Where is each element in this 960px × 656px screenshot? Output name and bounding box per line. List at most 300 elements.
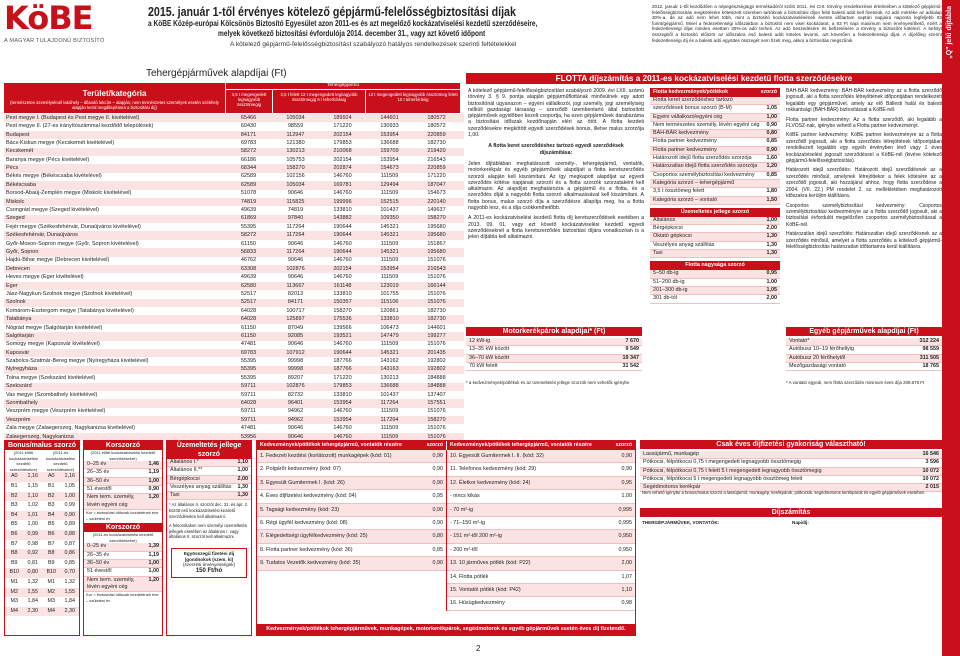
bonus-cell: B9 (10, 559, 18, 566)
rate-cell: 111509 (380, 190, 399, 197)
rate-cell: 193521 (333, 332, 352, 339)
rate-cell: 62589 (240, 173, 257, 180)
discount-value: 1,10 (621, 587, 632, 594)
bonus-cell: 0,92 (27, 550, 38, 557)
territory-name: Szeged (6, 215, 25, 222)
age-t1: (2011 előtti kockázatviselési kezdetű szerződésekre) (90, 450, 156, 461)
rate-cell: 97840 (287, 215, 304, 222)
territory-name: Győr-Moson-Sopron megye (Győr, Sopron kivételével) (6, 240, 139, 247)
rate-cell: 117264 (286, 223, 305, 230)
rate-cell: 117264 (286, 249, 305, 255)
rate-cell: 94962 (287, 416, 304, 423)
list-item (650, 97, 780, 105)
item-label: 70 kW felett (469, 362, 498, 369)
rate-cell: 102876 (286, 265, 305, 272)
territory-name: Budapest (6, 131, 30, 138)
page-header (148, 4, 638, 49)
list-item (84, 577, 162, 593)
rate-cell: 115825 (286, 198, 305, 205)
rate-cell: 146760 (333, 190, 352, 197)
fleet-size-title: Flotta nagysága szorzó (650, 261, 780, 270)
list-item (84, 486, 162, 494)
bonus-cell: M3 (10, 598, 18, 605)
discount-label: 10. Egyesült Gumitermek I. II. (kód: 32) (450, 453, 544, 459)
item-value: 1,00 (148, 559, 159, 566)
item-label: Egyéni vállalkozó/egyéni cég (653, 113, 723, 120)
discount-row (257, 530, 446, 543)
rate-cell: 190644 (333, 223, 352, 230)
bonus-cell: M3 (47, 598, 55, 605)
rate-cell: 63308 (240, 265, 257, 272)
bonus-cell: 0,81 (27, 559, 38, 566)
bonus-cell: M4 (10, 607, 18, 614)
rate-cell: 216543 (427, 265, 446, 272)
item-label: Lassújármű, munkagép (643, 451, 700, 457)
fleet-definition: BAH-BÁR kedvezmény: BÁH-BÁR kedvezmény az a flotta szerződő jogosult, aki a flotta szerződés létrejöttének időpontjában rendelkezett legalább egy gépjárművel, amely az elő Bállesti halál és balesti rokkantsági (BAH-BÁR) biztosítással a KöBE-nél. (786, 88, 942, 114)
discounts-unit: szorzó (426, 442, 443, 448)
rate-cell: 154673 (427, 190, 446, 197)
territory-name: Veszprém (6, 416, 31, 423)
discounts-title: Kedvezmények/pótlékok tehergépjármű, vontatók részére (260, 442, 402, 448)
discount-row (447, 517, 635, 530)
item-label: 51–200 db-ig (653, 278, 685, 285)
rate-cell: 182730 (427, 316, 446, 323)
bonus-row (5, 540, 79, 550)
discounts-title-2: Kedvezmények/pótlékok tehergépjármű, vontatók részére (450, 442, 592, 448)
rate-cell: 151076 (427, 299, 446, 306)
rate-cell: 145321 (380, 232, 399, 239)
rate-cell: 219420 (427, 148, 446, 155)
discounts-box (256, 440, 636, 636)
item-value: 7 670 (625, 338, 639, 344)
rate-cell: 84171 (240, 131, 257, 138)
rate-cell: 145321 (380, 223, 399, 230)
discount-label: - 151 m²-től 200 m²-ig (450, 533, 502, 540)
rate-cell: 153954 (380, 156, 399, 163)
rate-cell: 117264 (380, 416, 399, 423)
rate-cell: 171220 (333, 374, 352, 381)
tax-note: 2012. január 1-től kezdődően a népegészségügyi termékadóról szóló 2011. évi CIII. törvény rendelkezései értelmében a kötelező gépjármű-felelősségbiztosítás megkötésére kötelezett üzemben tartóknak a biztosítási díjon felül balesti adót kell fizetniük. Az adó mértéke az adóalap 30%-a, de az adó nem lehet több, mint a biztosító kockázatviselésének évente időtartam naptári napjaira naponta legfeljebb 83 forint/gépjármű. Mivel a fedezetlenségi időszakban a biztosító nem visel kockázatot, a 83 Ft napi maximum nem érvényesíthető, ezért a fedezetlenségi díjat minden esetben 30%-os adó terheli. Az adó beszedésére és befizetésére a törvény a biztosítót kötelezi. A befolyt összegből a biztosító először az időszakra eső balesti adót köteles levonni, azt követően a fedezetlenségi díjat. A díjelőleg szerint fedezetlenségi díj és a balesti adó együttes összegét nem fizeti meg, akkor a biztosítás megszűnik. (652, 4, 942, 43)
bonus-cell: B3 (47, 502, 55, 509)
rate-cell: 51078 (240, 190, 257, 197)
territory-name: Pest megye I. (Budapest és Pest megye II. kivételével) (6, 114, 140, 121)
rate-cell: 171220 (427, 173, 446, 180)
rate-cell: 55395 (240, 223, 257, 230)
territory-name: Csongrád megye (Szeged kivételével) (6, 207, 99, 214)
item-label: Kategória szorzó – tehergépjármű (653, 179, 735, 186)
bonus-cell: B8 (10, 550, 18, 557)
list-item (466, 355, 642, 363)
table-row (4, 190, 464, 198)
bonus-cell: 1,55 (64, 588, 75, 595)
rate-cell: 125897 (286, 316, 305, 323)
bonus-row (5, 549, 79, 559)
table-row (4, 416, 464, 424)
discount-value: 0,90 (432, 506, 443, 513)
list-item (84, 478, 162, 486)
item-value: 1,19 (148, 469, 159, 476)
rate-cell: 59711 (241, 416, 256, 423)
item-label: Flotta partner kedvezmény (653, 138, 717, 145)
list-item (650, 217, 780, 225)
rate-cell: 62589 (240, 181, 257, 188)
item-label: Taxi (170, 492, 180, 499)
rate-cell: 187766 (333, 366, 352, 373)
rate-cell: 64028 (240, 316, 257, 323)
rate-cell: 74819 (240, 198, 257, 205)
rate-cell: 109350 (380, 215, 399, 222)
bonus-row (5, 520, 79, 530)
rate-cell: 61150 (241, 240, 256, 247)
item-value: 1,05 (766, 286, 777, 293)
item-value: 3 596 (925, 459, 939, 466)
item-value: 1,00 (766, 113, 777, 120)
discounts-head-right (446, 441, 635, 450)
bonus-cell: M1 (10, 578, 18, 585)
discount-row (447, 477, 635, 490)
item-value: 1,60 (766, 155, 777, 162)
annual-note: Nem vehető igénybe a bonus/malus szorzó a lassújármű, munkagép, kerékpárok, pótkocsik, segédmotoros kerékpárok és egyéb gépjárművek esetében. (642, 490, 926, 495)
rate-cell: 47481 (240, 341, 257, 348)
rate-cell: 96401 (287, 400, 304, 407)
table-row (4, 215, 464, 223)
territory-name: Jász-Nagykun-Szolnok megye (Szolnok kivételével) (6, 290, 133, 297)
discount-row (257, 477, 446, 490)
item-value: 10 072 (922, 475, 939, 482)
rate-cell: 133810 (380, 316, 399, 323)
item-label: Csoportos személybiztosítási kedvezmény (653, 171, 755, 178)
list-item (786, 338, 942, 346)
bonus-row (5, 492, 79, 502)
rate-cell: 90646 (287, 257, 304, 264)
item-label: Veszélyes anyag szállítás (653, 241, 715, 248)
bonus-cell: 0,99 (64, 502, 75, 509)
rate-cell: 158270 (286, 165, 305, 172)
rate-cell: 157551 (427, 400, 446, 407)
rate-cell: 90646 (287, 274, 304, 281)
bonus-cell: B3 (10, 502, 18, 509)
item-label: 36–50 év (87, 477, 110, 484)
list-item (650, 250, 780, 258)
fleet-definition: Flotta partner kedvezmény: Az a flotta szerződő, aki legalább a FLVOSZ-nak, igénybe vehető a Flotta partner kedvezményt. (786, 116, 942, 130)
list-item (650, 130, 780, 138)
side-strip (942, 0, 960, 656)
rate-cell: 161148 (333, 282, 352, 289)
side-label: „Q" jelű díjtábla (946, 6, 953, 59)
discount-label: - 70 m²-ig (450, 506, 474, 513)
rate-cell: 220859 (427, 165, 446, 172)
bonus-cell: 0,85 (64, 559, 75, 566)
discount-value: 0,95 (432, 493, 443, 500)
item-label: Autóbusz 10–19 férőhellyig (789, 346, 855, 353)
table-row (4, 282, 464, 290)
list-item (650, 233, 780, 241)
territory-name: Hajdú-Bihar megye (Debrecen kivételével) (6, 257, 110, 264)
bonus-row (5, 501, 79, 511)
item-value: 1,00 (766, 216, 777, 223)
item-value: 9 549 (625, 346, 639, 353)
discount-label: 15. Vontatói pótlék (kód: P42) (450, 587, 521, 594)
rate-cell: 61150 (241, 332, 256, 339)
discount-value: 2,00 (621, 560, 632, 567)
rate-cell: 146760 (333, 240, 352, 247)
item-value: 1,80 (766, 188, 777, 195)
territory-name: Bács-Kiskun megye (Kecskemét kivételével) (6, 139, 115, 146)
rate-cell: 111509 (380, 274, 399, 281)
fleet-size-rows (650, 270, 780, 303)
bonus-cell: B1 (10, 482, 18, 489)
rate-cell: 151076 (427, 274, 446, 281)
rate-cell: 130933 (380, 123, 399, 130)
bonus-row (5, 472, 79, 482)
bonus-cell: A0 (47, 473, 55, 480)
rate-cell: 153954 (333, 416, 352, 423)
item-label: Nem természetes személy, lévén egyéni cég (653, 121, 760, 128)
item-value: 1,05 (766, 105, 777, 112)
item-label: 301 db-tól (653, 295, 677, 302)
rate-cell: 99998 (287, 358, 304, 365)
list-item (640, 468, 942, 476)
item-value: 1,30 (766, 250, 777, 257)
list-item (466, 363, 642, 371)
rate-cell: 152515 (380, 198, 399, 205)
rate-cell: 202154 (333, 131, 352, 138)
rate-cell: 150357 (333, 299, 352, 306)
bonus-cell: 2,30 (27, 607, 38, 614)
discount-value: 0,98 (621, 600, 632, 607)
bonus-cell: 1,84 (27, 598, 38, 605)
discount-value: 0,95 (621, 479, 632, 486)
moto-note: * a kedvezmények/pótlékok és az üzemeltetés jellege szorzók nem vehetők igénybe (466, 380, 630, 385)
discount-row (447, 504, 635, 517)
age-t2: (2011-es kockázatviselési kezdetű szerződésekre) (92, 532, 154, 543)
discount-row (257, 450, 446, 463)
discount-value: 0,90 (432, 466, 443, 473)
rate-cell: 144601 (380, 114, 399, 121)
territory-title: Terület/kategória (82, 89, 147, 98)
item-value: 311 505 (919, 354, 939, 361)
item-label: Bérgépkocsi (653, 225, 683, 232)
list-item (650, 287, 780, 295)
discount-value: 0,90 (621, 453, 632, 459)
list-item (640, 476, 942, 484)
table-row (4, 374, 464, 382)
list-item (84, 543, 162, 551)
item-label: 26–35 év (87, 551, 110, 558)
item-label: Pótkocsi, félpótkocsi 0,75 t megengedett legnagyobb össztömegig (643, 459, 801, 466)
bonus-col-2: (2011-es kockázatviselési kezdetű szerződésekre) (46, 450, 75, 472)
rate-cell: 129494 (380, 181, 399, 188)
discount-value: 0,90 (432, 560, 443, 567)
bonus-row (5, 597, 79, 607)
item-label: Autóbusz 20 férőhelytől (789, 354, 846, 361)
item-value: 1,20 (148, 494, 159, 501)
rate-cell: 145321 (380, 349, 399, 356)
rate-cell: 151076 (427, 290, 446, 297)
rate-cell: 115106 (380, 299, 399, 306)
usage-note-1: * Az általános II. szorzót dec. 31. és ápr. 2. között eső kockázatviselési kezdetű szerződésekre kell alkalmazni. (169, 502, 249, 519)
territory-name: Zalaegerszeg, Nagykanizsa (6, 433, 74, 440)
discount-value: 0,85 (432, 546, 443, 553)
list-item (650, 180, 780, 188)
rate-cell: 202154 (333, 265, 352, 272)
rate-cell: 216543 (427, 156, 446, 163)
bonus-cell: B4 (47, 511, 55, 518)
rate-cell: 64028 (240, 307, 257, 314)
table-row (4, 122, 464, 130)
rate-cell: 90646 (287, 190, 304, 197)
annual-table (640, 451, 942, 492)
rate-cell: 64028 (240, 400, 257, 407)
item-label: 3,5 t össztömeg felett (653, 188, 705, 195)
discount-value: 0,90 (621, 466, 632, 473)
table-row (4, 341, 464, 349)
item-value: 31 542 (622, 362, 639, 369)
rate-cell: 195680 (427, 223, 446, 230)
bonus-row (5, 607, 79, 617)
territory-name: Szabolcs-Szatmár-Bereg megye (Nyíregyháza kivételével) (6, 358, 149, 365)
item-label: Segédmotoros kerékpár (643, 484, 701, 491)
bonus-cell: 0,99 (27, 530, 38, 537)
rate-cell: 74819 (287, 207, 304, 214)
discount-label: 8. Flotta partner kedvezmény (kód: 36) (260, 546, 353, 553)
rate-cell: 112947 (286, 131, 305, 138)
table-row (4, 399, 464, 407)
list-item (84, 552, 162, 560)
bonus-row (5, 588, 79, 598)
rate-cell: 201435 (427, 349, 446, 356)
rate-cell: 82013 (287, 290, 304, 297)
item-value: 0,95 (766, 270, 777, 277)
rate-cell: 199277 (427, 332, 446, 339)
page-title: 2015. január 1-től érvényes kötelező gépjármű-felelősségbiztosítási díjak (148, 4, 516, 19)
discount-label: 5. Tagsági kedvezmény (kód: 23) (260, 506, 340, 513)
rate-cell: 151076 (427, 408, 446, 415)
rate-cell: 105753 (286, 156, 305, 163)
item-value: 10 072 (922, 467, 939, 474)
item-value: 0,90 (766, 146, 777, 153)
fleet-usage-title: Üzemeltetés jellege szorzó (650, 208, 780, 217)
rate-cell: 182730 (427, 139, 446, 146)
bonus-cell: M4 (47, 607, 55, 614)
item-label: Határozott idejű flotta szerződés szorzója (653, 155, 752, 162)
item-label: 36–70 kW között (469, 354, 510, 361)
fleet-text (468, 88, 644, 241)
list-item (650, 295, 780, 303)
item-value: 312 224 (919, 338, 939, 344)
fleet-p3: A 2011-es kockázatviselési kezdetű flotta díj keretszerződések esetében a 2013. 09. 01. vagy ezt követő kockázatviselési kezdetű egyedi szerződéseknél a flotta keretszerződés biztosítási díjára vonatkozóan is a jelen díjtábla kell alkalmazni. (468, 215, 644, 241)
fee-value: 150 Ft/hó (195, 567, 223, 574)
rate-cell: 153954 (380, 131, 399, 138)
item-label: 51 évestől (87, 486, 112, 493)
rate-cell: 101437 (380, 207, 399, 214)
territory-name: Veszprém megye (Veszprém kivételével) (6, 408, 106, 415)
age-multiplier-title: Korszorzó (84, 441, 162, 450)
table-row (4, 366, 464, 374)
item-label: szerződések bonus szorzó (B-M) (653, 105, 732, 112)
discount-label: 2. Polgárőr kedvezmény (kód: 07) (260, 466, 341, 473)
fleet-table-unit: szorzó (760, 89, 777, 95)
bonus-cell: B6 (47, 530, 55, 537)
item-value: 1,20 (766, 163, 777, 170)
item-value: 1,00 (148, 568, 159, 575)
bonus-cell: B5 (47, 521, 55, 528)
item-value: 1,50 (766, 196, 777, 203)
territory-name: Salgótarján (6, 332, 34, 339)
rate-cell: 87049 (287, 324, 304, 331)
bonus-row (5, 511, 79, 521)
table-row (4, 273, 464, 281)
discount-label: 4. Éves díjfizetési kedvezmény (kód: 04) (260, 493, 357, 500)
item-value: 2,00 (766, 295, 777, 302)
rate-cell: 153954 (380, 265, 399, 272)
rate-cell: 105034 (286, 114, 305, 121)
item-label: Nem term. személy, lévén egyéni cég (87, 576, 135, 590)
discount-label: 16. Húsügkedvezmény (450, 600, 505, 607)
list-item (167, 492, 251, 500)
table-row (4, 265, 464, 273)
usage-table (167, 459, 251, 500)
discounts-left (257, 450, 446, 611)
discount-label: 14. Flotta pótlék (450, 573, 489, 580)
rate-cell: 61150 (241, 324, 256, 331)
bonus-cell: B9 (47, 559, 55, 566)
item-value: 1,20 (148, 576, 159, 583)
rate-cell: 121380 (286, 139, 305, 146)
fee-sub: (szerzési érvényességek) (182, 562, 236, 568)
discount-row (257, 504, 446, 517)
territory-name: Tolna megye (Szekszárd kivételével) (6, 374, 96, 381)
table-row (4, 324, 464, 332)
rate-cell: 111509 (380, 425, 399, 432)
item-label: Általános II.** (170, 467, 203, 474)
rate-cell: 146760 (333, 408, 352, 415)
rate-cell: 130213 (286, 148, 305, 155)
rate-cell: 133810 (333, 207, 352, 214)
table-row (4, 307, 464, 315)
item-value: 18 765 (922, 362, 939, 369)
table-row (4, 156, 464, 164)
rate-cell: 111509 (380, 173, 399, 180)
list-item (650, 279, 780, 287)
item-value: 1,00 (766, 278, 777, 285)
rate-cell: 101755 (380, 290, 399, 297)
item-label: BÁH-BÁR kedvezmény (653, 130, 709, 137)
territory-name: Nyíregyháza (6, 366, 37, 373)
territory-name: Kaposvár (6, 349, 30, 356)
territory-name: Vas megye (Szombathely kivételével) (6, 391, 98, 398)
header-line-4: A kötelező gépjármű-felelősségbiztosítást szabályozó hatályos rendelkezések szerinti feltételekkel (230, 41, 517, 48)
fleet-title: FLOTTA díjszámítás a 2011-es kockázatviselési kezdetű flotta szerződésekre (466, 73, 942, 84)
item-value: 1,10 (237, 459, 248, 465)
list-item (84, 568, 162, 576)
table-row (4, 408, 464, 416)
rate-cell: 190644 (333, 349, 352, 356)
list-item (650, 188, 780, 196)
rate-cell: 144601 (427, 324, 446, 331)
discount-row (257, 557, 446, 570)
rate-cell: 146760 (333, 341, 352, 348)
discount-value: 0,80 (432, 533, 443, 540)
rate-cell: 61869 (240, 215, 257, 222)
discount-row (447, 490, 635, 503)
calc-col-2: Napidíj: (792, 520, 809, 525)
bonus-cell: B10 (9, 569, 20, 576)
table-row (4, 349, 464, 357)
table-row (4, 206, 464, 214)
rate-cell: 158270 (333, 307, 352, 314)
rate-cell: 139566 (333, 324, 352, 331)
